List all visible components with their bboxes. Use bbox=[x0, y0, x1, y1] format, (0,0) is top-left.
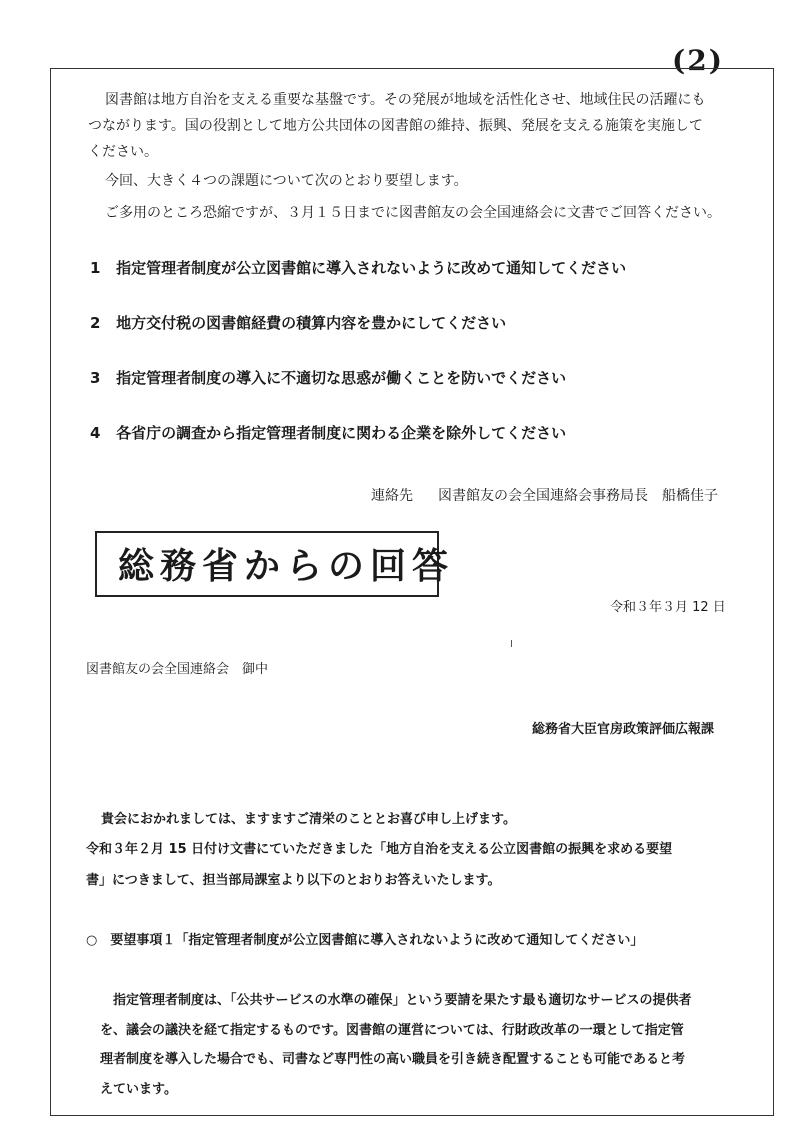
reply-answer-2: を、議会の議決を経て指定するものです。図書館の運営については、行財政改革の一環として指定管 bbox=[100, 1023, 684, 1038]
request-paragraph-1: 図書館は地方自治を支える重要な基盤です。その発展が地域を活性化させ、地域住民の活躍にも bbox=[105, 92, 706, 108]
request-item-4 bbox=[90, 422, 566, 443]
request-paragraph-2: つながります。国の役割として地方公共団体の図書館の維持、振興、発展を支える施策を実施して bbox=[88, 118, 703, 134]
page-number: (2) bbox=[672, 44, 724, 77]
reply-body-3: 書」につきまして、担当部局課室より以下のとおりお答えいたします。 bbox=[86, 873, 501, 888]
request-item-number: 3 bbox=[90, 369, 101, 387]
request-item-2 bbox=[90, 312, 506, 333]
contact-value: 図書館友の会全国連絡会事務局長 船橋佳子 bbox=[438, 488, 718, 504]
request-item-text: 指定管理者制度が公立図書館に導入されないように改めて通知してください bbox=[116, 259, 627, 277]
scan-speck bbox=[511, 640, 512, 647]
reply-item-heading: ○ 要望事項１「指定管理者制度が公立図書館に導入されないように改めて通知してください」 bbox=[86, 933, 644, 948]
reply-answer-3: 理者制度を導入した場合でも、司書など専門性の高い職員を引き続き配置することも可能であると考 bbox=[100, 1052, 686, 1067]
request-item-text: 指定管理者制度の導入に不適切な思惑が働くことを防いでください bbox=[116, 369, 567, 387]
request-item-text: 各省庁の調査から指定管理者制度に関わる企業を除外してください bbox=[116, 424, 567, 442]
request-item-3 bbox=[90, 367, 566, 388]
request-paragraph-3: ください。 bbox=[88, 144, 158, 160]
request-item-number: 4 bbox=[90, 424, 101, 442]
request-item-text: 地方交付税の図書館経費の積算内容を豊かにしてください bbox=[116, 314, 507, 332]
contact-label: 連絡先 bbox=[371, 488, 413, 504]
reply-body-2: 令和３年２月 15 日付け文書にていただきました「地方自治を支える公立図書館の振興を求める要望 bbox=[86, 842, 673, 857]
reply-answer-1: 指定管理者制度は、「公共サービスの水準の確保」という要請を果たす最も適切なサービスの提供者 bbox=[113, 993, 692, 1008]
request-paragraph-5: ご多用のところ恐縮ですが、３月１５日までに図書館友の会全国連絡会に文書でご回答ください。 bbox=[105, 205, 721, 221]
reply-sender: 総務省大臣官房政策評価広報課 bbox=[532, 722, 715, 737]
request-item-number: 2 bbox=[90, 314, 101, 332]
request-item-1 bbox=[90, 257, 626, 278]
reply-answer-4: えています。 bbox=[100, 1082, 177, 1097]
reply-addressee: 図書館友の会全国連絡会 御中 bbox=[86, 662, 269, 677]
reply-body-1: 貴会におかれましては、ますますご清栄のこととお喜び申し上げます。 bbox=[101, 812, 516, 827]
request-paragraph-4: 今回、大きく４つの課題について次のとおり要望します。 bbox=[105, 173, 468, 189]
request-item-number: 1 bbox=[90, 259, 101, 277]
reply-date: 令和３年３月 12 日 bbox=[610, 600, 726, 615]
reply-stamp-title: 総務省からの回答 bbox=[118, 545, 455, 587]
